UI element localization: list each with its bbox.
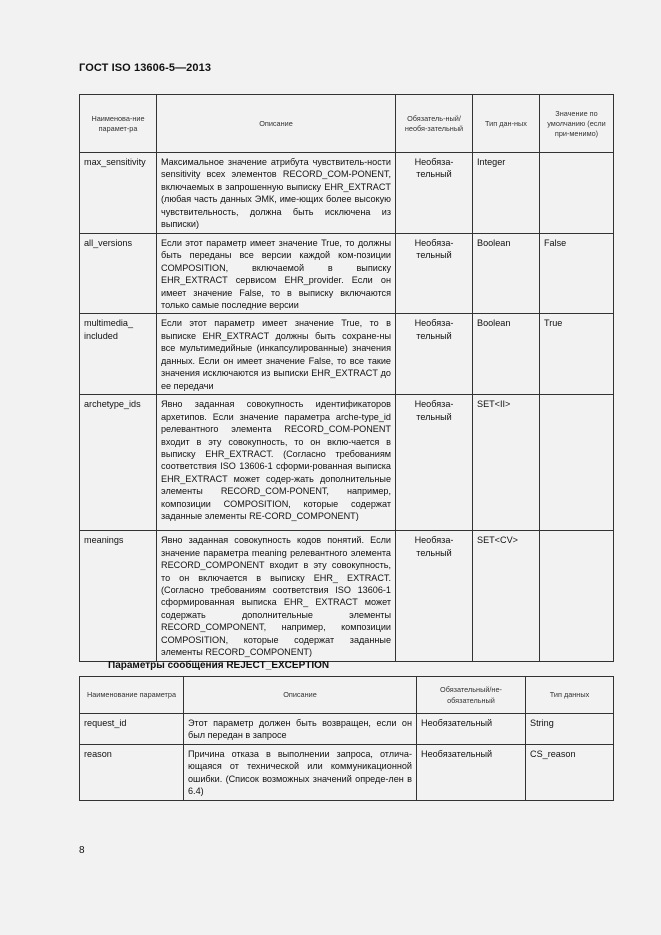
param-required: Необяза-тельный: [396, 395, 473, 531]
column-header-type: Тип данных: [526, 677, 614, 714]
param-name: reason: [80, 744, 184, 800]
param-default: [540, 153, 614, 234]
param-description: Если этот параметр имеет значение True, то должны быть переданы все версии каждой ком-позиции COMPOSITION, включаемой в выписку EHR_EXTRACT сервисом EHR_provider. Если он имеет значение False, то в выписку включаются только самые последние версии: [157, 233, 396, 314]
table-row: [80, 531, 614, 662]
column-header-name: Наименование параметра: [80, 677, 184, 714]
param-required: Необязательный: [417, 744, 526, 800]
column-header-name: Наименова-ние парамет-ра: [80, 95, 157, 153]
table-row: [80, 395, 614, 531]
param-required: Необязательный: [417, 714, 526, 745]
param-type: Boolean: [473, 233, 540, 314]
table-row: [80, 714, 614, 745]
column-header-description: Описание: [157, 95, 396, 153]
table-header-row: [80, 677, 614, 714]
param-description: Этот параметр должен быть возвращен, если он был передан в запросе: [184, 714, 417, 745]
param-name: multimedia_ included: [80, 314, 157, 395]
param-description: Если этот параметр имеет значение True, то в выписке EHR_EXTRACT должны быть сохране-ны все мультимедийные (инкапсулированные) значения данных. Если он имеет значение False, то все такие значения исключаются из выписки EHR_EXTRACT до ее передачи: [157, 314, 396, 395]
param-type: String: [526, 714, 614, 745]
param-default: True: [540, 314, 614, 395]
param-type: Integer: [473, 153, 540, 234]
param-description: Явно заданная совокупность кодов понятий. Если значение параметра meaning релевантного элемента RECORD_COMPONENT входит в эту совокупность, то он включается в выписку EHR_ EXTRACT. (Согласно требованиям соответствия ISO 13606-1 сформированная выписка EHR_ EXTRACT может содержать дополнительные элементы RECORD_COMPONENT, например, композиции COMPOSITION, которые содержат заданные элементы RECORD_COMPONENT): [157, 531, 396, 662]
param-default: [540, 531, 614, 662]
page-title: ГОСТ ISO 13606-5—2013: [79, 62, 212, 74]
param-description: Явно заданная совокупность идентификаторов архетипов. Если значение параметра arche-type_id релевантного элемента RECORD_COM-PONENT входит в эту совокупность, то он вклю-чается в выписку EHR_EXTRACT. (Согласно требованиям соответствия ISO 13606-1 сформи-рованная выписка EHR_EXTRACT может содер-жать дополнительные элементы RECORD_COM-PONENT, например, композиции COMPOSITION, которые содержат заданные элементы RE-CORD_COMPONENT): [157, 395, 396, 531]
param-type: SET<CV>: [473, 531, 540, 662]
param-name: max_sensitivity: [80, 153, 157, 234]
param-name: meanings: [80, 531, 157, 662]
table-row: [80, 233, 614, 314]
param-default: False: [540, 233, 614, 314]
table-row: [80, 153, 614, 234]
column-header-description: Описание: [184, 677, 417, 714]
param-name: archetype_ids: [80, 395, 157, 531]
param-required: Необяза-тельный: [396, 153, 473, 234]
column-header-default: Значение по умолчанию (если при-менимо): [540, 95, 614, 153]
param-default: [540, 395, 614, 531]
reject-exception-table: [79, 676, 614, 801]
page-number: 8: [79, 845, 85, 856]
table-row: [80, 314, 614, 395]
param-description: Максимальное значение атрибута чувствитель-ности sensitivity всех элементов RECORD_COM-PONENT, включаемых в запрошенную выписку EHR_EXTRACT (любая часть данных ЭМК, име-ющих более высокую чувствительность, должна быть исключена из выписки): [157, 153, 396, 234]
param-name: request_id: [80, 714, 184, 745]
param-type: CS_reason: [526, 744, 614, 800]
parameters-table: [79, 94, 614, 662]
param-name: all_versions: [80, 233, 157, 314]
column-header-required: Обязатель-ный/необя-зательный: [396, 95, 473, 153]
param-required: Необяза-тельный: [396, 233, 473, 314]
table-header-row: [80, 95, 614, 153]
column-header-type: Тип дан-ных: [473, 95, 540, 153]
param-type: Boolean: [473, 314, 540, 395]
param-description: Причина отказа в выполнении запроса, отлича-ющаяся от технической или коммуникационной ошибки. (Список возможных значений опреде-лен в 6.4): [184, 744, 417, 800]
column-header-required: Обязательный/не-обязательный: [417, 677, 526, 714]
table-row: [80, 744, 614, 800]
param-required: Необяза-тельный: [396, 314, 473, 395]
param-required: Необяза-тельный: [396, 531, 473, 662]
section-title: Параметры сообщения REJECT_EXCEPTION: [108, 660, 330, 671]
param-type: SET<II>: [473, 395, 540, 531]
